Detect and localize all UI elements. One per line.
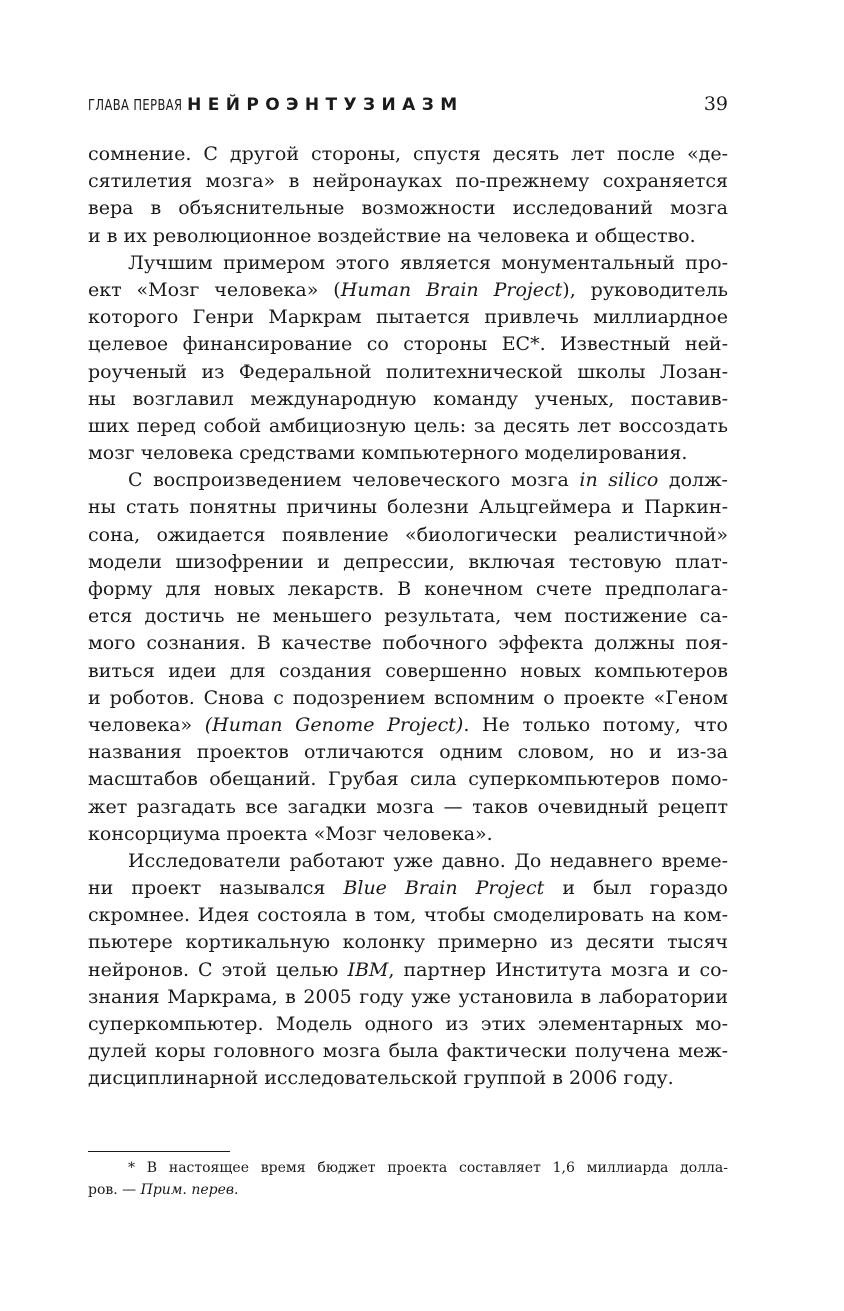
text-line: и роботов. Снова с подозрением вспомним о проекте «Геном bbox=[88, 686, 728, 709]
text-segment: ект «Мозг человека» ( bbox=[88, 278, 341, 301]
running-header bbox=[88, 93, 728, 129]
footnote-line bbox=[88, 1180, 728, 1202]
text-line: ны возглавил международную команду ученых, поставив- bbox=[88, 387, 728, 410]
chapter-label: ГЛАВА ПЕРВАЯ bbox=[88, 96, 183, 114]
text-segment: и был гораздо bbox=[544, 877, 728, 900]
text-line: ны стать понятны причины болезни Альцгеймера и Паркин- bbox=[88, 496, 728, 519]
text-line bbox=[88, 875, 728, 902]
text-segment: нейронов. С этой целью bbox=[88, 958, 348, 981]
text-line: знания Маркрама, в 2005 году уже установила в лаборатории bbox=[88, 985, 728, 1008]
chapter-title: НЕЙРОЭНТУЗИАЗМ bbox=[187, 95, 464, 115]
text-line bbox=[88, 957, 728, 984]
text-line: модели шизофрении и депрессии, включая тестовую плат- bbox=[88, 550, 728, 573]
text-line: дисциплинарной исследовательской группой в 2006 году. bbox=[88, 1067, 674, 1090]
italic-text: IBM bbox=[347, 958, 389, 981]
paragraph bbox=[88, 848, 728, 1093]
text-line: мозг человека средствами компьютерного моделирования. bbox=[88, 442, 688, 465]
footnote bbox=[88, 1158, 728, 1201]
text-line: сомнение. С другой стороны, спустя десять лет после «де- bbox=[88, 143, 728, 165]
italic-text: Прим. перев. bbox=[140, 1181, 239, 1198]
text-segment: ни проект назывался bbox=[88, 877, 344, 900]
italic-text: Human Brain Project bbox=[340, 278, 563, 301]
text-segment: . Не только потому, что bbox=[463, 713, 728, 736]
footnote-line: * В настоящее время бюджет проекта составляет 1,6 миллиарда долла- bbox=[128, 1160, 728, 1176]
footnote-separator bbox=[88, 1151, 230, 1152]
text-line: жет разгадать все загадки мозга — таков очевидный рецепт bbox=[88, 795, 728, 818]
text-segment: долж- bbox=[658, 469, 728, 492]
text-segment: ), руководитель bbox=[562, 278, 728, 301]
italic-text: (Human Genome Project) bbox=[204, 713, 464, 736]
text-line: вера в объяснительные возможности исследований мозга bbox=[88, 197, 728, 220]
text-line: ших перед собой амбициозную цель: за десять лет воссоздать bbox=[88, 414, 728, 437]
paragraph bbox=[88, 141, 728, 250]
text-line: масштабов обещаний. Грубая сила суперкомпьютеров помо- bbox=[88, 768, 728, 791]
paragraph bbox=[88, 250, 728, 468]
text-line: суперкомпьютер. Модель одного из этих элементарных мо- bbox=[88, 1013, 728, 1035]
text-line: мого сознания. В качестве побочного эффекта должны поя- bbox=[88, 632, 728, 655]
text-line: дулей коры головного мозга была фактически получена меж- bbox=[88, 1040, 728, 1063]
text-line: Лучшим примером этого является монументальный про- bbox=[128, 251, 728, 274]
text-line: Исследователи работают уже давно. До недавнего време- bbox=[128, 849, 728, 872]
text-segment: , партнер Института мозга и со- bbox=[388, 958, 729, 981]
text-line: виться идеи для создания совершенно новых компьютеров bbox=[88, 659, 728, 682]
text-line: пьютере кортикальную колонку примерно из десяти тысяч bbox=[88, 931, 728, 954]
text-line: названия проектов отличаются одним словом, но и из-за bbox=[88, 741, 728, 764]
text-line: консорциума проекта «Мозг человека». bbox=[88, 822, 493, 845]
italic-text: Blue Brain Project bbox=[343, 877, 545, 900]
text-line: которого Генри Маркрам пытается привлечь миллиардное bbox=[88, 306, 728, 329]
text-line bbox=[88, 712, 728, 739]
text-line bbox=[88, 277, 728, 304]
italic-text: in silico bbox=[579, 469, 659, 492]
text-line: сятилетия мозга» в нейронауках по-прежнему сохраняется bbox=[88, 170, 728, 193]
text-line: форму для новых лекарств. В конечном счете предполага- bbox=[88, 578, 728, 600]
text-segment: С воспроизведением человеческого мозга bbox=[128, 469, 580, 492]
text-line: роученый из Федеральной политехнической школы Лозан- bbox=[88, 360, 728, 383]
text-line: сона, ожидается появление «биологически реалистичной» bbox=[88, 523, 728, 546]
text-segment: ров. — bbox=[88, 1181, 141, 1198]
paragraph bbox=[88, 467, 728, 848]
page-number: 39 bbox=[703, 93, 728, 115]
text-line: ется достичь не меньшего результата, чем постижение са- bbox=[88, 605, 728, 628]
text-segment: человека» bbox=[88, 713, 205, 736]
text-line bbox=[88, 467, 728, 494]
text-line: целевое финансирование со стороны ЕС*. Известный ней- bbox=[88, 333, 728, 356]
text-line: и в их революционное воздействие на человека и общество. bbox=[88, 224, 696, 247]
text-line: скромнее. Идея состояла в том, чтобы смоделировать на ком- bbox=[88, 904, 728, 927]
body-text bbox=[88, 141, 728, 1093]
